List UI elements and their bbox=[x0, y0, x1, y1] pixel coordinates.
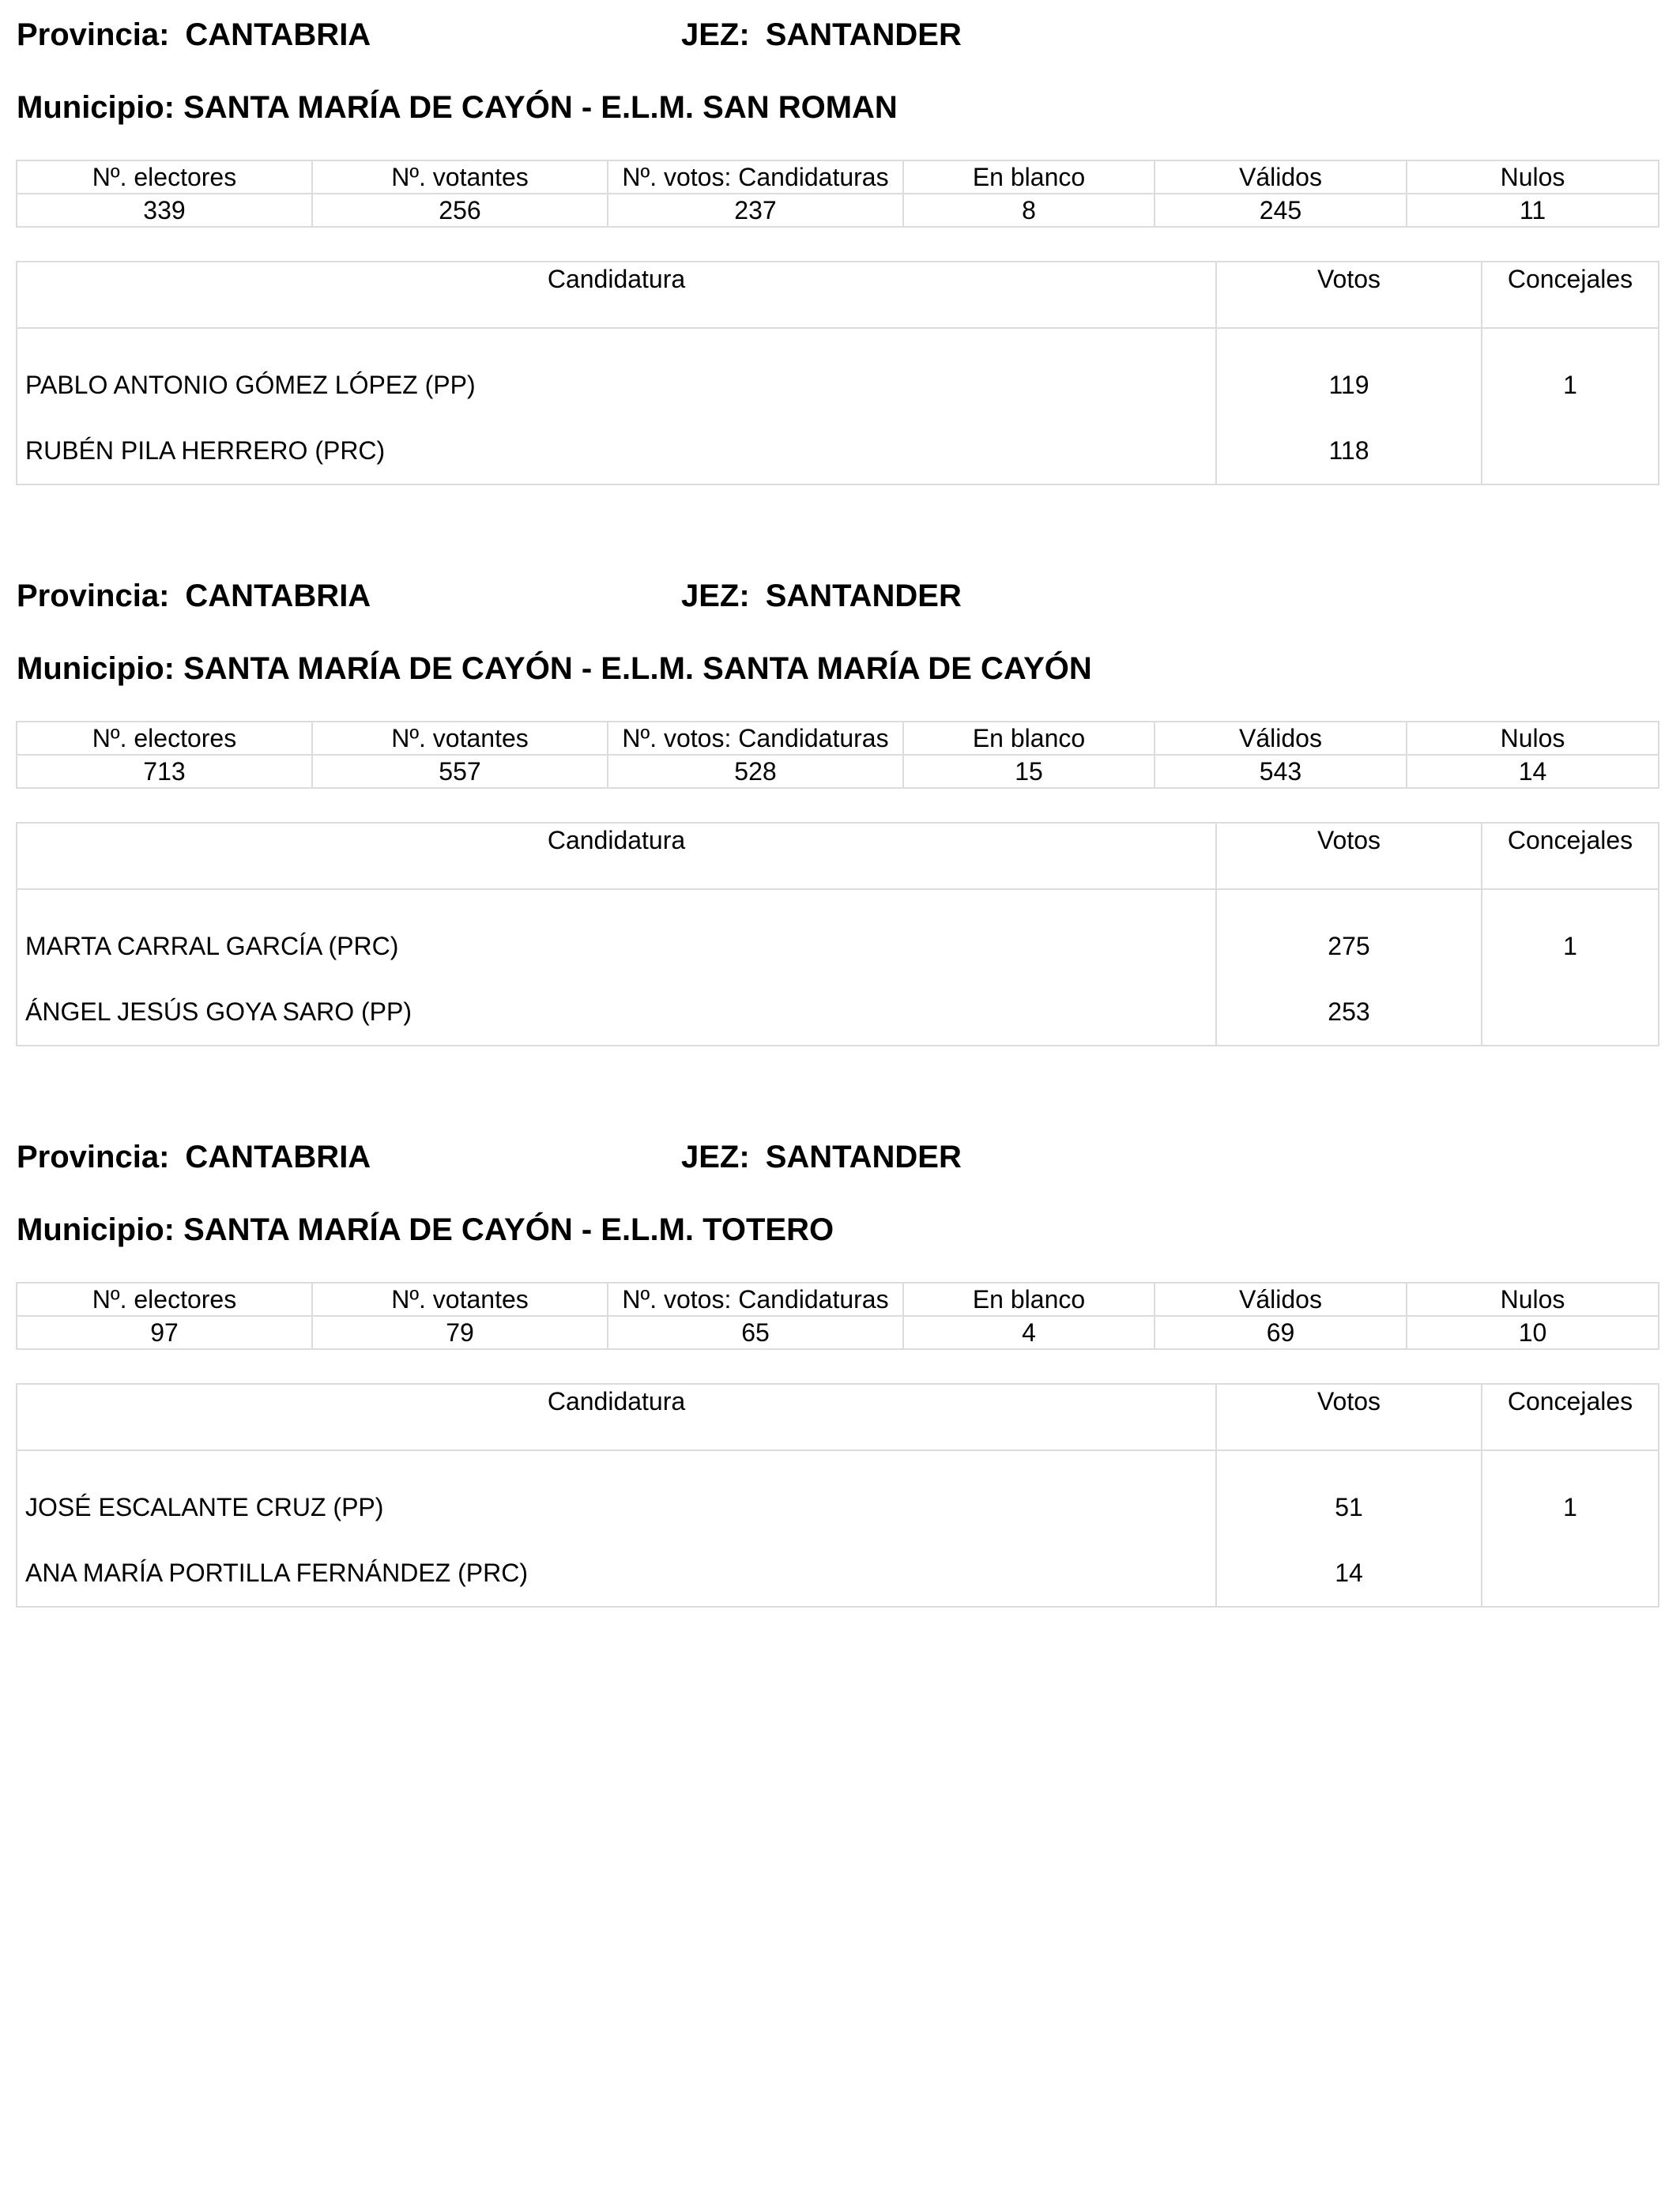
candidate-row bbox=[17, 1450, 1659, 1540]
candidates-table bbox=[16, 1383, 1659, 1608]
stats-header-cell: Nº. votantes bbox=[312, 160, 608, 194]
stats-header-row bbox=[17, 160, 1659, 194]
candidate-row bbox=[17, 328, 1659, 417]
stats-table bbox=[16, 160, 1659, 228]
provincia-heading bbox=[17, 577, 371, 615]
stats-value-row bbox=[17, 1316, 1659, 1349]
stats-value-cell: 65 bbox=[608, 1316, 903, 1349]
provincia-label: Provincia: bbox=[17, 17, 170, 52]
stats-table bbox=[16, 721, 1659, 789]
provincia-heading bbox=[17, 1138, 371, 1176]
concejales-header: Concejales bbox=[1482, 1384, 1659, 1450]
candidate-row bbox=[17, 417, 1659, 484]
candidate-name: ANA MARÍA PORTILLA FERNÁNDEZ (PRC) bbox=[17, 1540, 1216, 1607]
candidate-votes: 119 bbox=[1216, 328, 1482, 417]
stats-header-cell: Nº. votos: Candidaturas bbox=[608, 160, 903, 194]
candidate-name: ÁNGEL JESÚS GOYA SARO (PP) bbox=[17, 978, 1216, 1046]
stats-header-cell: En blanco bbox=[903, 722, 1155, 755]
results-section bbox=[0, 561, 1680, 1051]
stats-value-cell: 543 bbox=[1155, 755, 1407, 788]
municipio-value: SANTA MARÍA DE CAYÓN - E.L.M. SANTA MARÍA DE CAYÓN bbox=[183, 651, 1092, 686]
stats-header-cell: Nº. electores bbox=[17, 160, 312, 194]
stats-value-cell: 11 bbox=[1407, 194, 1659, 227]
stats-value-cell: 69 bbox=[1155, 1316, 1407, 1349]
candidate-row bbox=[17, 978, 1659, 1046]
stats-value-cell: 245 bbox=[1155, 194, 1407, 227]
stats-header-row bbox=[17, 722, 1659, 755]
stats-header-cell: Nº. electores bbox=[17, 1283, 312, 1316]
municipio-label: Municipio: bbox=[17, 1212, 175, 1247]
stats-value-cell: 256 bbox=[312, 194, 608, 227]
stats-value-cell: 339 bbox=[17, 194, 312, 227]
jez-value: SANTANDER bbox=[765, 1140, 962, 1174]
stats-header-cell: Nº. votos: Candidaturas bbox=[608, 722, 903, 755]
stats-value-row bbox=[17, 755, 1659, 788]
votos-header: Votos bbox=[1216, 1384, 1482, 1450]
provincia-value: CANTABRIA bbox=[185, 1140, 371, 1174]
provincia-value: CANTABRIA bbox=[185, 579, 371, 613]
stats-header-cell: En blanco bbox=[903, 1283, 1155, 1316]
concejales-header: Concejales bbox=[1482, 262, 1659, 328]
stats-header-cell: En blanco bbox=[903, 160, 1155, 194]
stats-value-cell: 15 bbox=[903, 755, 1155, 788]
candidates-header-row bbox=[17, 262, 1659, 328]
votos-header: Votos bbox=[1216, 823, 1482, 889]
provincia-value: CANTABRIA bbox=[185, 17, 371, 52]
stats-value-cell: 4 bbox=[903, 1316, 1155, 1349]
candidate-name: JOSÉ ESCALANTE CRUZ (PP) bbox=[17, 1450, 1216, 1540]
stats-value-row bbox=[17, 194, 1659, 227]
results-section bbox=[0, 0, 1680, 490]
stats-header-cell: Nº. votantes bbox=[312, 722, 608, 755]
candidate-name: PABLO ANTONIO GÓMEZ LÓPEZ (PP) bbox=[17, 328, 1216, 417]
stats-value-cell: 14 bbox=[1407, 755, 1659, 788]
stats-value-cell: 237 bbox=[608, 194, 903, 227]
municipio-value: SANTA MARÍA DE CAYÓN - E.L.M. SAN ROMAN bbox=[183, 90, 898, 125]
candidate-votes: 14 bbox=[1216, 1540, 1482, 1607]
jez-value: SANTANDER bbox=[765, 579, 962, 613]
stats-header-cell: Nulos bbox=[1407, 722, 1659, 755]
municipio-value: SANTA MARÍA DE CAYÓN - E.L.M. TOTERO bbox=[183, 1212, 834, 1247]
candidate-votes: 118 bbox=[1216, 417, 1482, 484]
votos-header: Votos bbox=[1216, 262, 1482, 328]
municipio-label: Municipio: bbox=[17, 651, 175, 686]
stats-value-cell: 97 bbox=[17, 1316, 312, 1349]
candidate-concejales: 1 bbox=[1482, 1450, 1659, 1540]
stats-header-cell: Nº. votantes bbox=[312, 1283, 608, 1316]
jez-heading bbox=[681, 16, 962, 54]
stats-table bbox=[16, 1282, 1659, 1350]
provincia-label: Provincia: bbox=[17, 1140, 170, 1174]
municipio-heading bbox=[17, 89, 898, 126]
candidatura-header: Candidatura bbox=[17, 823, 1216, 889]
stats-header-cell: Nulos bbox=[1407, 160, 1659, 194]
candidate-concejales bbox=[1482, 978, 1659, 1046]
stats-header-cell: Nulos bbox=[1407, 1283, 1659, 1316]
stats-value-cell: 8 bbox=[903, 194, 1155, 227]
stats-header-cell: Nº. votos: Candidaturas bbox=[608, 1283, 903, 1316]
jez-label: JEZ: bbox=[681, 1140, 750, 1174]
candidate-concejales: 1 bbox=[1482, 328, 1659, 417]
provincia-heading bbox=[17, 16, 371, 54]
candidate-concejales bbox=[1482, 1540, 1659, 1607]
municipio-heading bbox=[17, 650, 1092, 688]
candidates-table bbox=[16, 822, 1659, 1046]
candidates-header-row bbox=[17, 1384, 1659, 1450]
candidate-name: MARTA CARRAL GARCÍA (PRC) bbox=[17, 889, 1216, 978]
stats-header-row bbox=[17, 1283, 1659, 1316]
stats-value-cell: 557 bbox=[312, 755, 608, 788]
candidate-row bbox=[17, 889, 1659, 978]
candidate-votes: 253 bbox=[1216, 978, 1482, 1046]
municipio-label: Municipio: bbox=[17, 90, 175, 125]
jez-value: SANTANDER bbox=[765, 17, 962, 52]
jez-heading bbox=[681, 577, 962, 615]
candidate-row bbox=[17, 1540, 1659, 1607]
stats-value-cell: 10 bbox=[1407, 1316, 1659, 1349]
stats-header-cell: Nº. electores bbox=[17, 722, 312, 755]
provincia-label: Provincia: bbox=[17, 579, 170, 613]
stats-value-cell: 713 bbox=[17, 755, 312, 788]
stats-value-cell: 79 bbox=[312, 1316, 608, 1349]
candidates-header-row bbox=[17, 823, 1659, 889]
concejales-header: Concejales bbox=[1482, 823, 1659, 889]
stats-header-cell: Válidos bbox=[1155, 160, 1407, 194]
candidates-table bbox=[16, 261, 1659, 485]
candidate-concejales: 1 bbox=[1482, 889, 1659, 978]
candidate-name: RUBÉN PILA HERRERO (PRC) bbox=[17, 417, 1216, 484]
candidate-votes: 51 bbox=[1216, 1450, 1482, 1540]
candidate-concejales bbox=[1482, 417, 1659, 484]
stats-header-cell: Válidos bbox=[1155, 1283, 1407, 1316]
candidate-votes: 275 bbox=[1216, 889, 1482, 978]
results-section bbox=[0, 1122, 1680, 1612]
jez-label: JEZ: bbox=[681, 17, 750, 52]
candidatura-header: Candidatura bbox=[17, 1384, 1216, 1450]
candidatura-header: Candidatura bbox=[17, 262, 1216, 328]
municipio-heading bbox=[17, 1211, 834, 1249]
jez-heading bbox=[681, 1138, 962, 1176]
stats-value-cell: 528 bbox=[608, 755, 903, 788]
stats-header-cell: Válidos bbox=[1155, 722, 1407, 755]
jez-label: JEZ: bbox=[681, 579, 750, 613]
